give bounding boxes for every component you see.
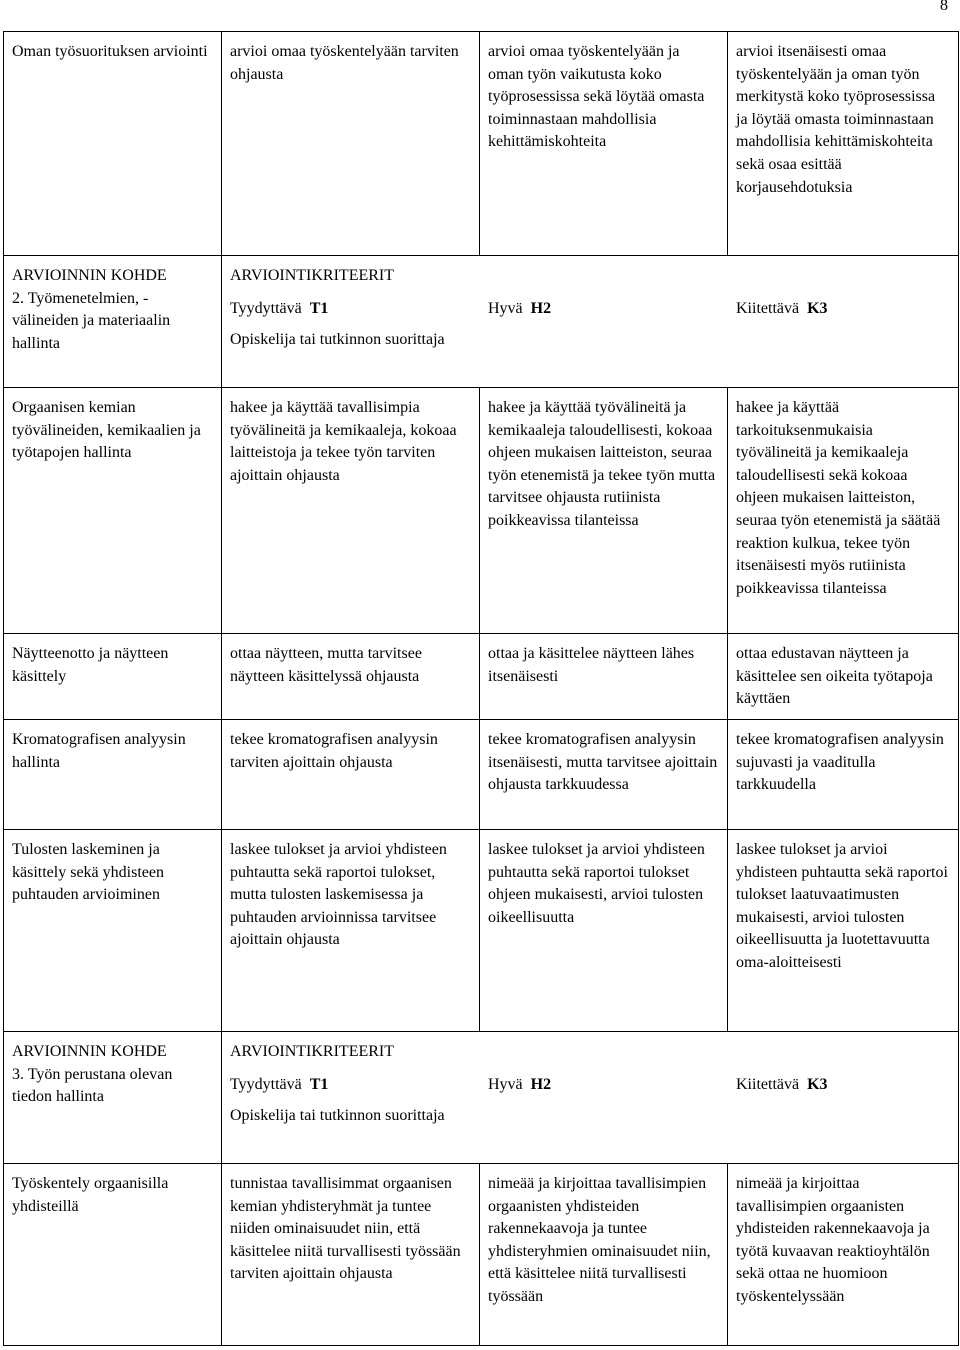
- row-label: Tulosten laskeminen ja käsittely sekä yhdisteen puhtauden arvioiminen: [12, 841, 164, 904]
- grade-code: T1: [309, 299, 329, 317]
- h2-criterion: ottaa ja käsittelee näytteen lähes itsenäisesti: [488, 645, 695, 685]
- criteria-header-cell: [222, 256, 959, 388]
- t1-criterion: arvioi omaa työskentelyään tarviten ohjausta: [230, 43, 459, 83]
- h2-criterion: arvioi omaa työskentelyään ja oman työn vaikutusta koko työprosessissa sekä löytää omasta toiminnastaan mahdollisia kehittämiskohteita: [488, 43, 705, 151]
- k3-cell: [728, 830, 959, 1032]
- assessment-target-title: 3. Työn perustana olevan tiedon hallinta: [12, 1065, 173, 1106]
- grade-level-t1: [230, 1074, 488, 1097]
- row-label-cell: [4, 634, 222, 720]
- assessment-target-heading: ARVIOINNIN KOHDE: [12, 267, 167, 284]
- h2-cell: [480, 830, 728, 1032]
- t1-criterion: hakee ja käyttää tavallisimpia työvälineitä ja kemikaaleja, kokoaa laitteistoja ja tekee työn tarviten ajoittain ohjausta: [230, 399, 457, 484]
- t1-criterion: tunnistaa tavallisimmat orgaanisen kemian yhdisteryhmät ja tuntee niiden ominaisuudet niin, että käsittelee niitä turvallisesti työssään tarviten ajoittain ohjausta: [230, 1175, 461, 1283]
- section-header-row: [4, 1032, 959, 1164]
- performer-label: Opiskelija tai tutkinnon suorittaja: [230, 331, 445, 349]
- row-label: Näytteenotto ja näytteen käsittely: [12, 645, 169, 685]
- k3-criterion: ottaa edustavan näytteen ja käsittelee sen oikeita työtapoja käyttäen: [736, 645, 933, 708]
- h2-criterion: tekee kromatografisen analyysin itsenäisesti, mutta tarvitsee ajoittain ohjausta tarkkuudessa: [488, 731, 718, 794]
- grade-name: Hyvä: [488, 299, 523, 317]
- table-row-self-assessment: [4, 32, 959, 256]
- grade-name: Tyydyttävä: [230, 299, 302, 317]
- table-row: [4, 830, 959, 1032]
- k3-cell: [728, 32, 959, 256]
- assessment-target-cell: [4, 1032, 222, 1164]
- t1-criterion: laskee tulokset ja arvioi yhdisteen puhtautta sekä raportoi tulokset, mutta tulosten laskemisessa ja puhtauden arvioinnissa tarvitsee ajoittain ohjausta: [230, 841, 447, 949]
- grade-name: Tyydyttävä: [230, 1075, 302, 1093]
- t1-cell: [222, 634, 480, 720]
- grade-code: K3: [807, 299, 828, 317]
- h2-cell: [480, 634, 728, 720]
- assessment-target-heading: ARVIOINNIN KOHDE: [12, 1043, 167, 1060]
- criteria-heading: ARVIOINTIKRITEERIT: [230, 1043, 395, 1060]
- grade-level-k3: [736, 298, 950, 321]
- row-label-cell: [4, 1164, 222, 1346]
- grade-level-t1: [230, 298, 488, 321]
- page-number: 8: [940, 0, 948, 14]
- t1-cell: [222, 1164, 480, 1346]
- t1-cell: [222, 720, 480, 830]
- grade-level-h2: [488, 1074, 736, 1097]
- criteria-header-cell: [222, 1032, 959, 1164]
- h2-cell: [480, 720, 728, 830]
- grade-levels: [230, 1074, 950, 1097]
- h2-criterion: laskee tulokset ja arvioi yhdisteen puhtautta sekä raportoi tulokset ohjeen mukaisesti, arvioi tulosten oikeellisuutta: [488, 841, 705, 926]
- k3-criterion: laskee tulokset ja arvioi yhdisteen puhtautta sekä raportoi tulokset laatuvaatimusten mukaisesti, arvioi tulosten oikeellisuutta ja luotettavuutta oma-aloitteisesti: [736, 841, 948, 971]
- grade-code: H2: [530, 1075, 552, 1093]
- assessment-criteria-table: [3, 31, 959, 1346]
- grade-name: Kiitettävä: [736, 299, 800, 317]
- grade-code: H2: [530, 299, 552, 317]
- k3-criterion: arvioi itsenäisesti omaa työskentelyään ja oman työn merkitystä koko työprosessissa ja löytää omasta toiminnastaan mahdollisia kehittämiskohteita sekä osaa esittää korjausehdotuksia: [736, 43, 936, 196]
- performer-label: Opiskelija tai tutkinnon suorittaja: [230, 1107, 445, 1125]
- h2-cell: [480, 1164, 728, 1346]
- h2-criterion: hakee ja käyttää työvälineitä ja kemikaaleja taloudellisesti, kokoaa ohjeen mukaisen laitteiston, seuraa työn etenemistä ja tekee työn mutta tarvitsee ohjausta rutiinista poikkeavissa tilanteissa: [488, 399, 716, 529]
- table-row: [4, 720, 959, 830]
- t1-cell: [222, 830, 480, 1032]
- k3-criterion: nimeää ja kirjoittaa tavallisimpien orgaanisten yhdisteiden rakennekaavoja ja työtä kuvaavan reaktioyhtälön sekä ottaa ne huomioon työskentelyssään: [736, 1175, 930, 1305]
- grade-name: Kiitettävä: [736, 1075, 800, 1093]
- row-label-cell: [4, 388, 222, 634]
- t1-criterion: ottaa näytteen, mutta tarvitsee näytteen käsittelyssä ohjausta: [230, 645, 422, 685]
- section-header-row: [4, 256, 959, 388]
- h2-cell: [480, 388, 728, 634]
- k3-cell: [728, 388, 959, 634]
- row-label-cell: [4, 32, 222, 256]
- t1-criterion: tekee kromatografisen analyysin tarviten ajoittain ohjausta: [230, 731, 438, 771]
- grade-level-h2: [488, 298, 736, 321]
- row-label-cell: [4, 830, 222, 1032]
- t1-cell: [222, 32, 480, 256]
- assessment-target-title: 2. Työmenetelmien, -välineiden ja materiaalin hallinta: [12, 289, 171, 352]
- table-row: [4, 1164, 959, 1346]
- grade-levels: [230, 298, 950, 321]
- row-label: Kromatografisen analyysin hallinta: [12, 731, 186, 771]
- k3-cell: [728, 634, 959, 720]
- row-label: Työskentely orgaanisilla yhdisteillä: [12, 1175, 169, 1215]
- table-row: [4, 634, 959, 720]
- row-label: Orgaanisen kemian työvälineiden, kemikaalien ja työtapojen hallinta: [12, 399, 201, 462]
- grade-code: T1: [309, 1075, 329, 1093]
- table-row: [4, 388, 959, 634]
- criteria-heading: ARVIOINTIKRITEERIT: [230, 267, 395, 284]
- k3-criterion: hakee ja käyttää tarkoituksenmukaisia työvälineitä ja kemikaaleja taloudellisesti sekä kokoaa ohjeen mukaisen laitteiston, seuraa työn etenemistä ja säätää reaktion kulkua, tekee työn itsenäisesti myös rutiinista poikkeavissa tilanteissa: [736, 399, 941, 597]
- grade-level-k3: [736, 1074, 950, 1097]
- assessment-target-cell: [4, 256, 222, 388]
- t1-cell: [222, 388, 480, 634]
- grade-name: Hyvä: [488, 1075, 523, 1093]
- h2-criterion: nimeää ja kirjoittaa tavallisimpien orgaanisten yhdisteiden rakennekaavoja ja tuntee yhdisteryhmien ominaisuudet niin, että käsittelee niitä turvallisesti työssään: [488, 1175, 711, 1305]
- k3-cell: [728, 1164, 959, 1346]
- grade-code: K3: [807, 1075, 828, 1093]
- k3-cell: [728, 720, 959, 830]
- row-label-cell: [4, 720, 222, 830]
- row-label: Oman työsuorituksen arviointi: [12, 43, 208, 60]
- h2-cell: [480, 32, 728, 256]
- k3-criterion: tekee kromatografisen analyysin sujuvasti ja vaaditulla tarkkuudella: [736, 731, 944, 794]
